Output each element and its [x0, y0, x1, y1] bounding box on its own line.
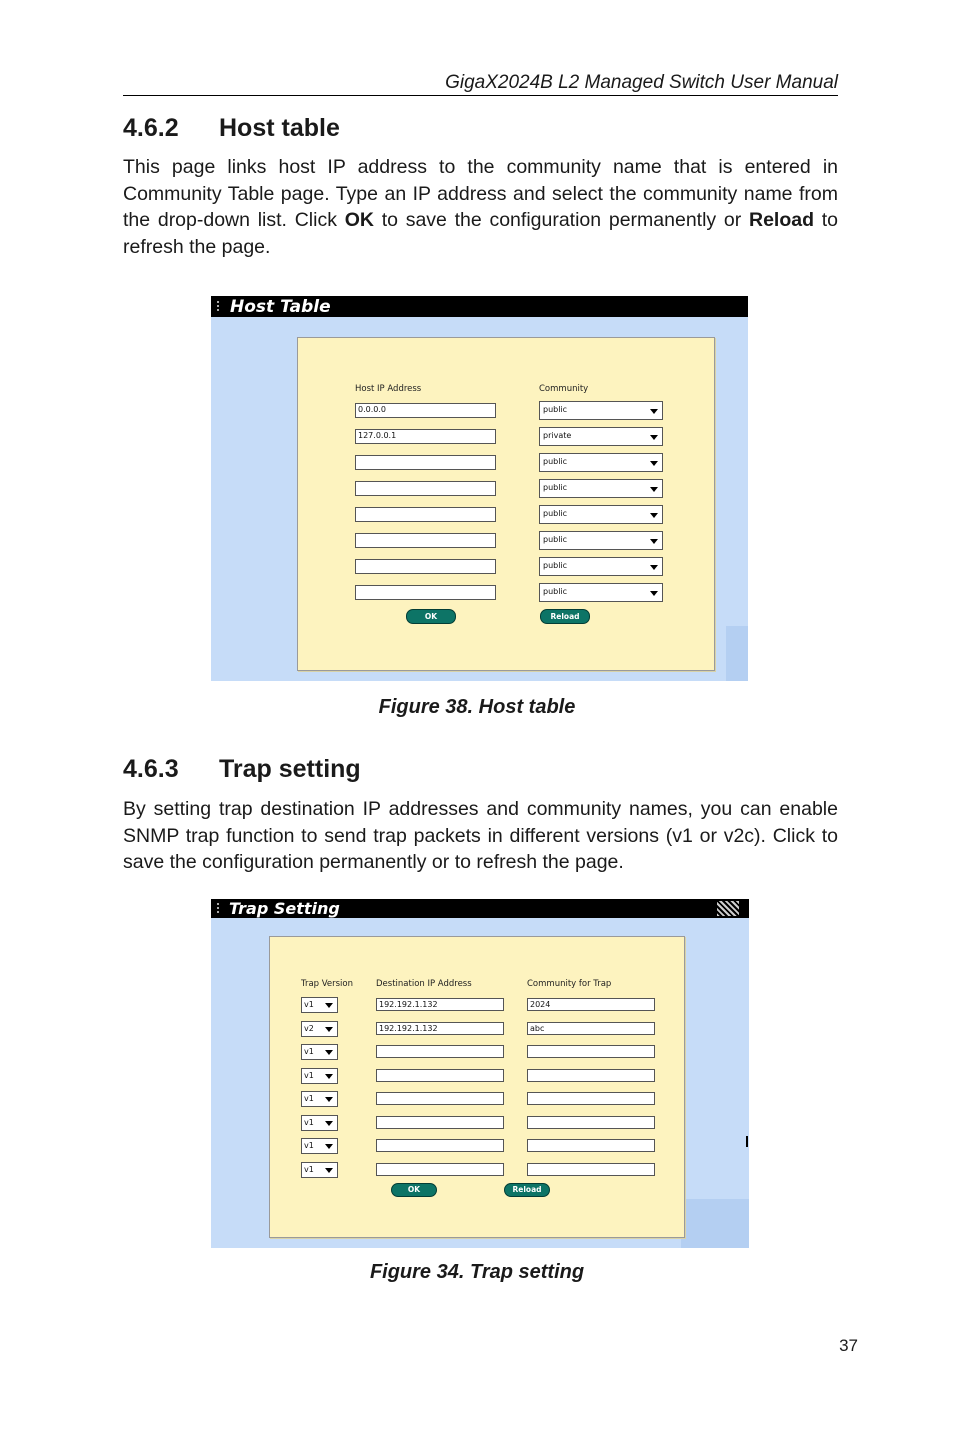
host-ip-input[interactable] — [355, 585, 496, 600]
trap-version-select[interactable] — [301, 1068, 338, 1084]
community-for-trap-header: Community for Trap — [527, 979, 612, 989]
community-trap-input[interactable]: abc — [527, 1022, 655, 1035]
community-select-value: public — [543, 457, 568, 466]
chevron-down-icon — [650, 409, 658, 414]
background-decoration — [681, 1199, 749, 1248]
community-select-value: public — [543, 405, 568, 414]
section-heading-trap-setting — [123, 755, 361, 784]
host-ip-input[interactable]: 0.0.0.0 — [355, 403, 496, 418]
ok-button[interactable]: OK — [406, 609, 456, 624]
titlebar-grip-icon — [217, 301, 222, 311]
ok-button[interactable]: OK — [391, 1183, 437, 1197]
community-select[interactable] — [539, 505, 663, 524]
destination-ip-input[interactable] — [376, 1045, 504, 1058]
titlebar-grip-icon — [217, 903, 222, 913]
chevron-down-icon — [650, 487, 658, 492]
trap-version-value: v1 — [304, 1047, 314, 1056]
community-select-value: public — [543, 535, 568, 544]
section-number: 4.6.3 — [123, 755, 179, 783]
trap-setting-panel — [269, 936, 685, 1238]
community-select[interactable] — [539, 453, 663, 472]
destination-ip-input[interactable] — [376, 1163, 504, 1176]
community-trap-input[interactable] — [527, 1045, 655, 1058]
text-cursor-icon — [746, 1136, 748, 1147]
section-heading-host-table — [123, 114, 340, 143]
figure-caption-host: Figure 38. Host table — [378, 696, 576, 718]
trap-version-value: v1 — [304, 1117, 314, 1127]
community-select-value: public — [543, 483, 568, 492]
chevron-down-icon — [325, 1027, 333, 1032]
trap-version-value: v1 — [304, 1164, 314, 1174]
community-trap-input[interactable]: 2024 — [527, 998, 655, 1011]
host-ip-input[interactable] — [355, 455, 496, 470]
community-select[interactable] — [539, 557, 663, 576]
host-ip-input[interactable] — [355, 481, 496, 496]
trap-version-select[interactable] — [301, 1138, 338, 1154]
host-ip-input[interactable] — [355, 507, 496, 522]
chevron-down-icon — [325, 1097, 333, 1102]
destination-ip-input[interactable]: 192.192.1.132 — [376, 998, 504, 1011]
manual-header-title: GigaX2024B L2 Managed Switch User Manual — [445, 72, 838, 93]
community-select-value: public — [543, 509, 568, 518]
chevron-down-icon — [650, 461, 658, 466]
trap-version-select[interactable] — [301, 1021, 338, 1037]
trap-setting-screenshot — [211, 899, 749, 1248]
host-ip-header: Host IP Address — [355, 384, 422, 394]
para-text: This page links host IP address to the community name that is entered in Community Table page. Type an IP address and select the community name from the drop-down list. Click — [123, 156, 838, 231]
trap-version-value: v1 — [304, 1141, 314, 1150]
community-select[interactable] — [539, 531, 663, 550]
logo-pattern-icon — [717, 901, 739, 916]
destination-ip-input[interactable] — [376, 1092, 504, 1105]
trap-version-value: v1 — [304, 1094, 314, 1103]
destination-ip-input[interactable] — [376, 1139, 504, 1152]
community-select[interactable] — [539, 479, 663, 498]
reload-button[interactable]: Reload — [504, 1183, 550, 1197]
community-header: Community — [539, 384, 589, 394]
trap-version-select[interactable] — [301, 1044, 338, 1060]
reload-button[interactable]: Reload — [540, 609, 590, 624]
community-select[interactable] — [539, 583, 663, 602]
community-trap-input[interactable] — [527, 1139, 655, 1152]
trap-version-value: v1 — [304, 1070, 314, 1080]
community-trap-input[interactable] — [527, 1116, 655, 1129]
chevron-down-icon — [650, 539, 658, 544]
destination-ip-input[interactable]: 192.192.1.132 — [376, 1022, 504, 1035]
trap-version-select[interactable] — [301, 1115, 338, 1131]
community-trap-input[interactable] — [527, 1163, 655, 1176]
para-text: to refresh the page. — [123, 209, 838, 258]
community-select[interactable] — [539, 427, 663, 446]
community-select-value: private — [543, 431, 572, 440]
community-select[interactable] — [539, 401, 663, 420]
chevron-down-icon — [650, 513, 658, 518]
host-table-screenshot — [211, 296, 748, 681]
section-number: 4.6.2 — [123, 114, 179, 142]
community-select-value: public — [543, 587, 568, 596]
chevron-down-icon — [650, 591, 658, 596]
host-table-title: Host Table — [230, 297, 331, 317]
para-text: to save the configuration permanently or — [373, 209, 749, 231]
chevron-down-icon — [325, 1074, 333, 1079]
chevron-down-icon — [325, 1050, 333, 1055]
host-table-panel — [297, 337, 715, 671]
destination-ip-input[interactable] — [376, 1069, 504, 1082]
trap-version-select[interactable] — [301, 1162, 338, 1178]
chevron-down-icon — [325, 1144, 333, 1149]
chevron-down-icon — [325, 1121, 333, 1126]
trap-version-select[interactable] — [301, 1091, 338, 1107]
background-decoration — [726, 626, 748, 681]
community-trap-input[interactable] — [527, 1069, 655, 1082]
host-table-titlebar — [211, 296, 748, 317]
chevron-down-icon — [650, 435, 658, 440]
trap-version-header: Trap Version — [301, 979, 354, 989]
para-ok-bold: OK — [344, 209, 374, 231]
trap-setting-description: By setting trap destination IP addresses and community names, you can enable SNMP trap function to send trap packets in different versions (v1 or v2c). Click to save the configuration permanently or to refresh the page. — [123, 798, 838, 873]
trap-version-select[interactable] — [301, 997, 338, 1013]
page-number: 37 — [839, 1336, 858, 1355]
host-table-description — [123, 154, 838, 260]
destination-ip-input[interactable] — [376, 1116, 504, 1129]
trap-setting-title: Trap Setting — [229, 899, 340, 918]
trap-version-value: v2 — [304, 1023, 314, 1033]
host-ip-input[interactable] — [355, 559, 496, 574]
trap-setting-titlebar — [211, 899, 749, 918]
destination-ip-header: Destination IP Address — [376, 979, 472, 989]
chevron-down-icon — [325, 1003, 333, 1008]
section-title: Host table — [219, 114, 340, 142]
para-reload-bold: Reload — [748, 209, 814, 231]
figure-caption-trap: Figure 34. Trap setting — [369, 1261, 585, 1283]
host-ip-input[interactable]: 127.0.0.1 — [355, 429, 496, 444]
chevron-down-icon — [325, 1168, 333, 1173]
community-select-value: public — [543, 561, 568, 570]
chevron-down-icon — [650, 565, 658, 570]
header-rule — [123, 95, 838, 96]
trap-version-value: v1 — [304, 1000, 314, 1009]
host-ip-input[interactable] — [355, 533, 496, 548]
section-title: Trap setting — [219, 755, 361, 783]
community-trap-input[interactable] — [527, 1092, 655, 1105]
